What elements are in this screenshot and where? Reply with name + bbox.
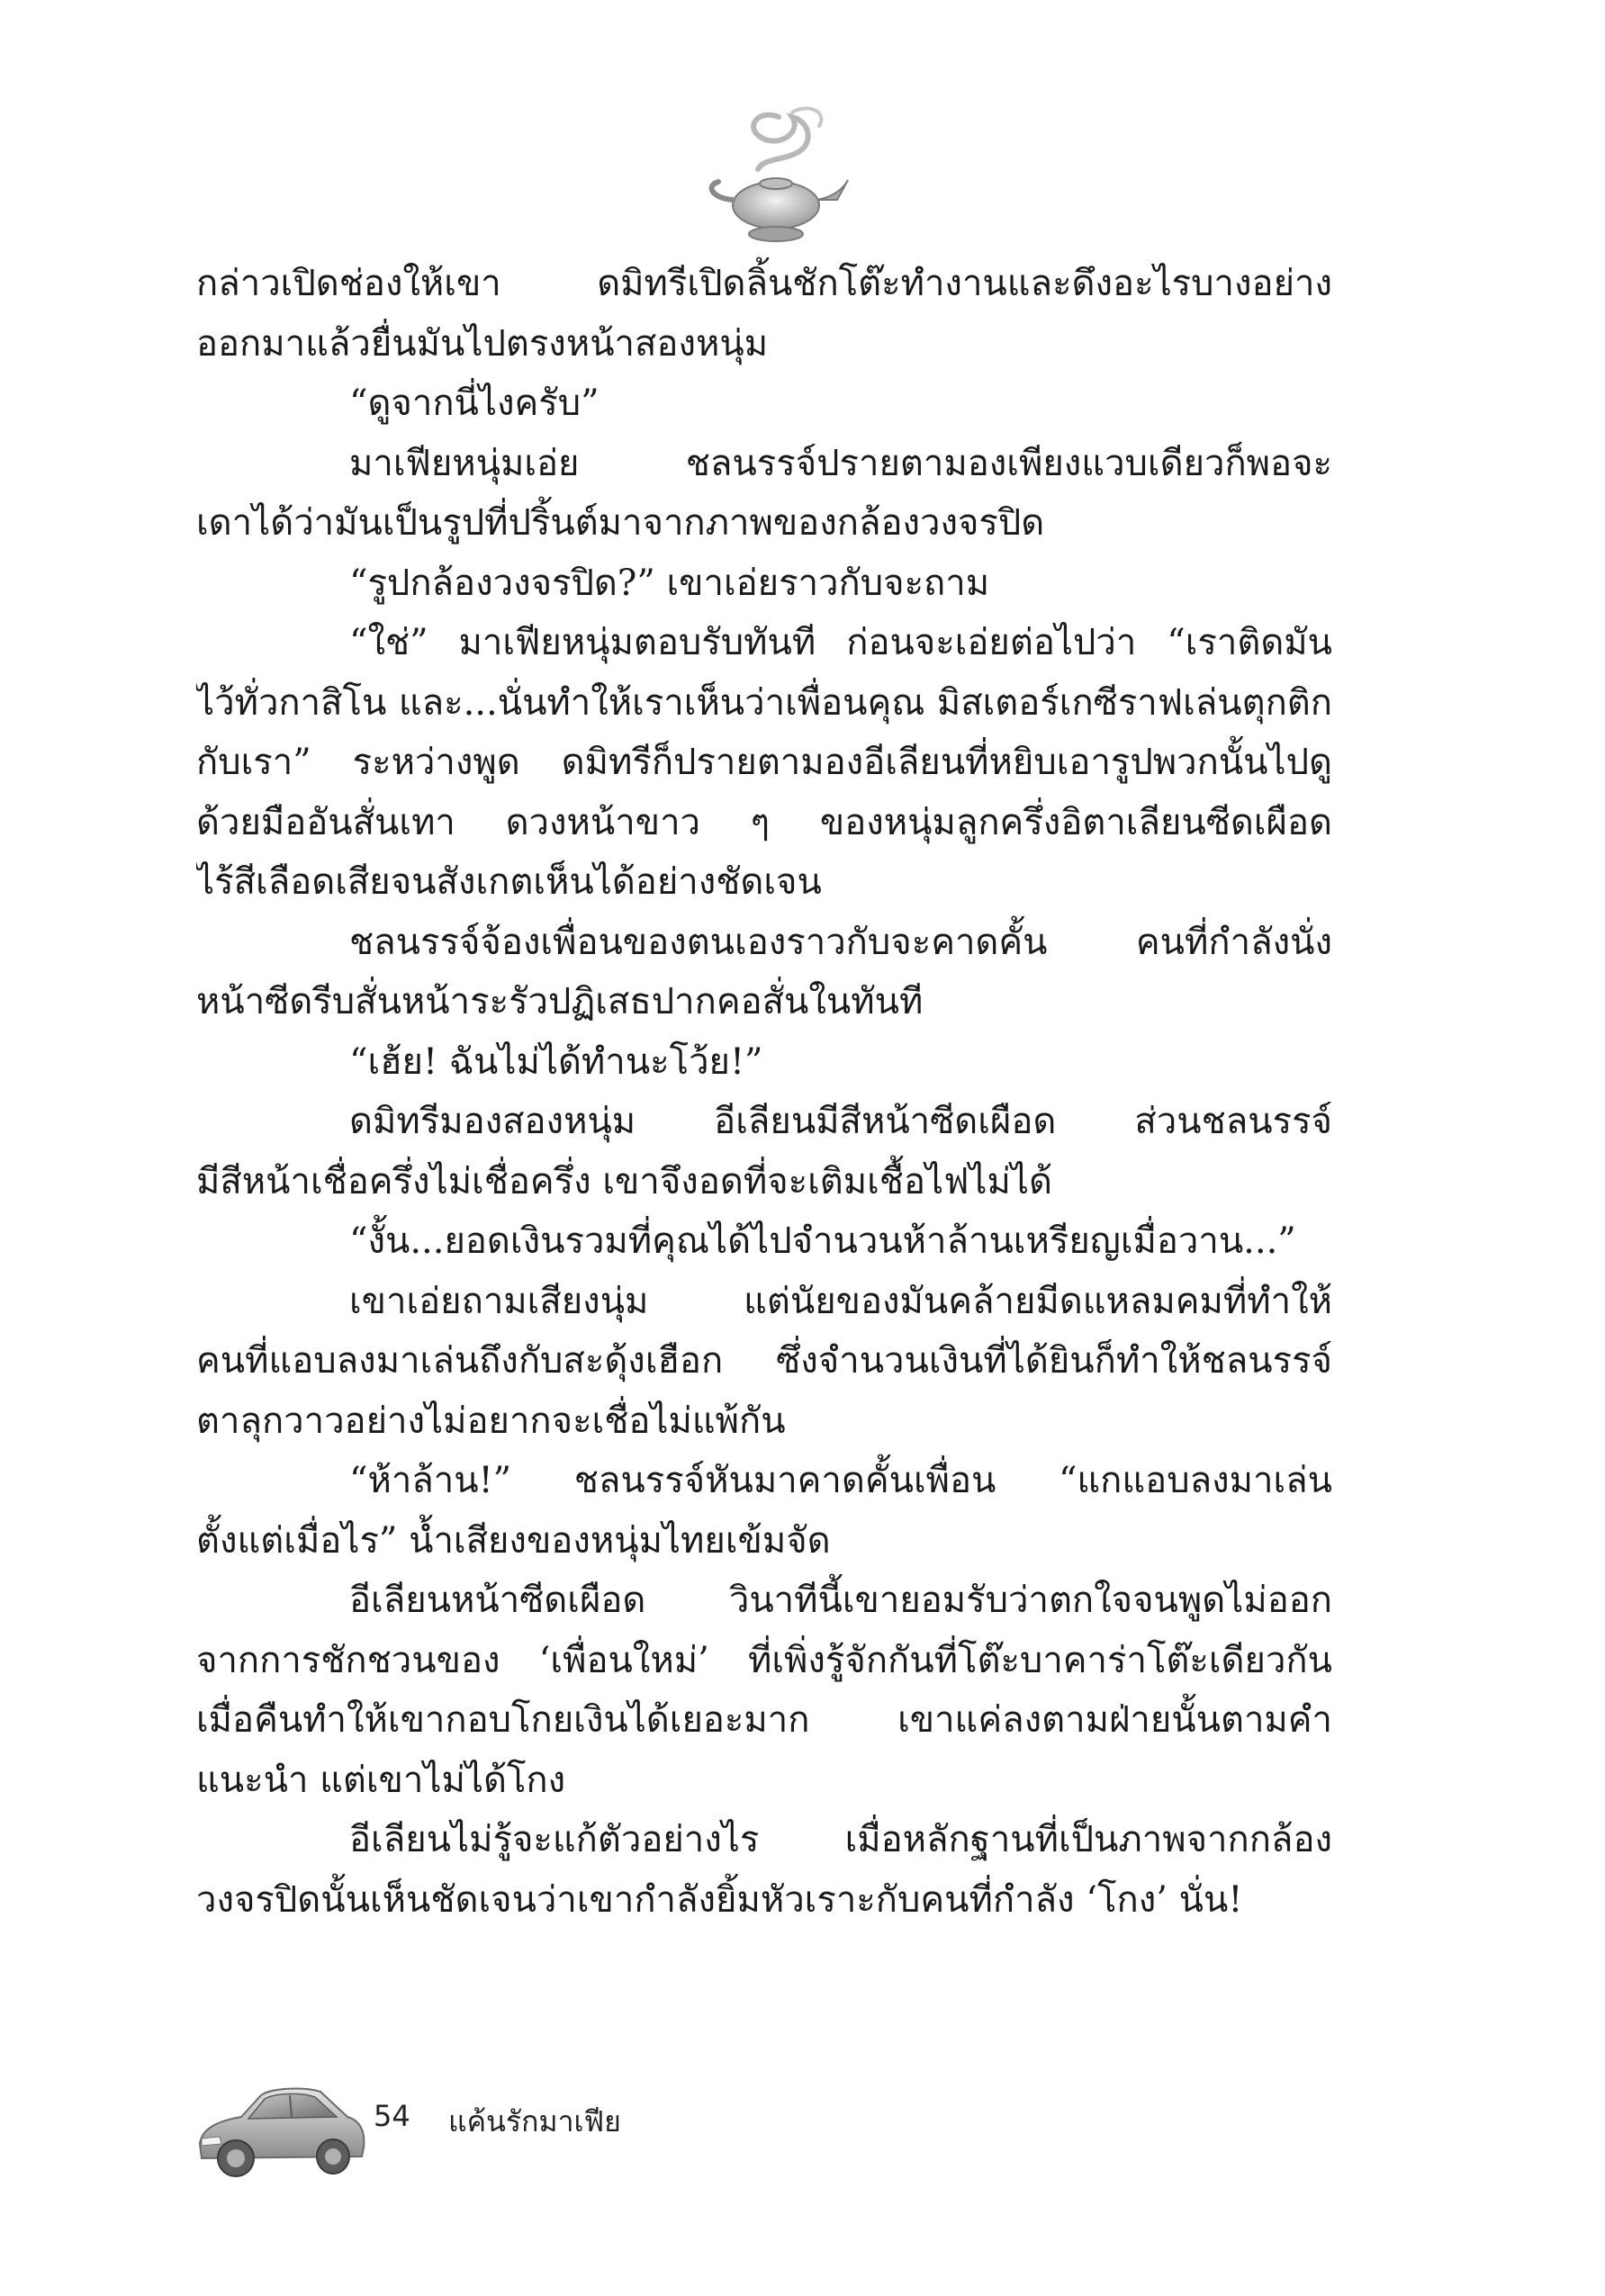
text-line: “ห้าล้าน!” ชลนรรจ์หันมาคาดคั้นเพื่อน “แกแอบลงมาเล่น <box>349 1460 1332 1501</box>
text-line: วงจรปิดนั้นเห็นชัดเจนว่าเขากำลังยิ้มหัวเราะกับคนที่กำลัง ‘โกง’ นั่น! <box>196 1878 1243 1921</box>
text-line: เมื่อคืนทำให้เขากอบโกยเงินได้เยอะมาก เขาแค่ลงตามฝ่ายนั้นตามคำ <box>196 1699 1332 1741</box>
text-line: ไร้สีเลือดเสียจนสังเกตเห็นได้อย่างชัดเจน <box>196 861 822 903</box>
text-line: อีเลียนหน้าซีดเผือด วินาทีนี้เขายอมรับว่าตกใจจนพูดไม่ออก <box>349 1580 1332 1621</box>
text-line: ออกมาแล้วยื่นมันไปตรงหน้าสองหนุ่ม <box>196 322 769 365</box>
text-line: “รูปกล้องวงจรปิด?” เขาเอ่ยราวกับจะถาม <box>349 562 990 604</box>
text-line: “เฮ้ย! ฉันไม่ได้ทำนะโว้ย!” <box>349 1040 763 1083</box>
text-line: ไว้ทั่วกาสิโน และ...นั่นทำให้เราเห็นว่าเพื่อนคุณ มิสเตอร์เกซีราฟเล่นตุกติก <box>196 681 1332 724</box>
body-text <box>196 254 1332 1930</box>
text-line: “ดูจากนี่ไงครับ” <box>349 383 600 424</box>
text-line: ด้วยมืออันสั่นเทา ดวงหน้าขาว ๆ ของหนุ่มลูกครึ่งอิตาเลียนซีดเผือด <box>196 801 1332 843</box>
text-line: มาเฟียหนุ่มเอ่ย ชลนรรจ์ปรายตามองเพียงแวบเดียวก็พอจะ <box>349 442 1332 484</box>
text-line: ตั้งแต่เมื่อไร” น้ำเสียงของหนุ่มไทยเข้มจัด <box>196 1519 831 1562</box>
text-line: ชลนรรจ์จ้องเพื่อนของตนเองราวกับจะคาดคั้น คนที่กำลังนั่ง <box>349 921 1332 963</box>
text-line: ตาลุกวาวอย่างไม่อยากจะเชื่อไม่แพ้กัน <box>196 1400 786 1442</box>
text-line: คนที่แอบลงมาเล่นถึงกับสะดุ้งเฮือก ซึ่งจำนวนเงินที่ได้ยินก็ทำให้ชลนรรจ์ <box>196 1340 1332 1382</box>
page-number: 54 <box>374 2099 410 2133</box>
text-line: แนะนำ แต่เขาไม่ได้โกง <box>196 1759 566 1801</box>
car-icon <box>189 2061 369 2196</box>
text-line: ดมิทรีมองสองหนุ่ม อีเลียนมีสีหน้าซีดเผือด ส่วนชลนรรจ์ <box>349 1101 1332 1142</box>
text-line: “งั้น...ยอดเงินรวมที่คุณได้ไปจำนวนห้าล้านเหรียญเมื่อวาน...” <box>349 1220 1296 1262</box>
text-line: มีสีหน้าเชื่อครึ่งไม่เชื่อครึ่ง เขาจึงอดที่จะเติมเชื้อไฟไม่ได้ <box>196 1160 1052 1202</box>
text-line: อีเลียนไม่รู้จะแก้ตัวอย่างไร เมื่อหลักฐานที่เป็นภาพจากกล้อง <box>349 1819 1332 1860</box>
text-line: เขาเอ่ยถามเสียงนุ่ม แต่นัยของมันคล้ายมีดแหลมคมที่ทำให้ <box>349 1280 1332 1322</box>
text-line: “ใช่” มาเฟียหนุ่มตอบรับทันที ก่อนจะเอ่ยต่อไปว่า “เราติดมัน <box>349 622 1332 663</box>
genie-lamp-icon <box>693 99 855 261</box>
text-line: หน้าซีดรีบสั่นหน้าระรัวปฏิเสธปากคอสั่นในทันที <box>196 981 924 1022</box>
text-line: จากการชักชวนของ ‘เพื่อนใหม่’ ที่เพิ่งรู้จักกันที่โต๊ะบาคาร่าโต๊ะเดียวกัน <box>196 1639 1332 1681</box>
text-line: กับเรา” ระหว่างพูด ดมิทรีก็ปรายตามองอีเลียนที่หยิบเอารูปพวกนั้นไปดู <box>196 742 1332 783</box>
page-footer <box>189 2061 819 2196</box>
text-line: กล่าวเปิดช่องให้เขา ดมิทรีเปิดลิ้นชักโต๊ะทำงานและดึงอะไรบางอย่าง <box>196 263 1332 304</box>
text-line: เดาได้ว่ามันเป็นรูปที่ปริ้นต์มาจากภาพของกล้องวงจรปิด <box>196 502 1045 544</box>
book-title: แค้นรักมาเฟีย <box>448 2104 621 2138</box>
